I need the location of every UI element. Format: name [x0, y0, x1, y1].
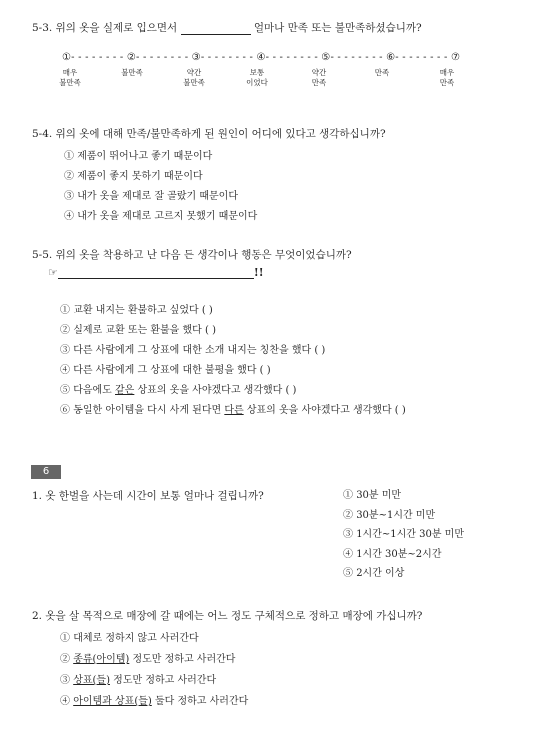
option-number[interactable]: ②: [60, 654, 74, 665]
option-number[interactable]: ④: [64, 211, 78, 222]
option-text: 동일한 아이템을 다시 사게 된다면: [73, 405, 225, 416]
answer-line-row: [48, 266, 264, 279]
option-text: 내가 옷을 제대로 고르지 못했기 때문이다: [77, 211, 258, 222]
question-5-5: 5-5. 위의 옷을 착용하고 난 다음 든 생각이나 행동은 무엇이었습니까?: [32, 249, 352, 261]
question-5-3-suffix: 얼마나 만족 또는 불만족하셨습니까?: [253, 22, 422, 34]
option-text: 정도만 정하고 사러간다: [129, 654, 236, 665]
option-number[interactable]: ①: [60, 305, 74, 316]
scale-label-line: 만족: [439, 78, 455, 87]
option-number[interactable]: ⑤: [343, 568, 357, 579]
option-item[interactable]: [64, 207, 257, 222]
option-text: 다음에도: [73, 385, 116, 396]
option-number[interactable]: ⑤: [60, 385, 74, 396]
scale-label: [297, 68, 341, 88]
option-text: 30분 미만: [356, 490, 402, 501]
option-number[interactable]: ③: [60, 345, 74, 356]
option-number[interactable]: ②: [64, 171, 78, 182]
option-text: 내가 옷을 제대로 잘 골랐기 때문이다: [77, 191, 238, 202]
option-text: 상표의 옷을 사야겠다고 생각했다 ( ): [134, 385, 297, 396]
option-number[interactable]: ④: [60, 365, 74, 376]
option-text-underlined: 다른: [224, 405, 244, 416]
option-text: 교환 내지는 환불하고 싶었다 ( ): [73, 305, 213, 316]
option-item[interactable]: [64, 147, 212, 162]
option-item[interactable]: [60, 381, 296, 396]
option-item[interactable]: [343, 525, 464, 540]
option-item[interactable]: [60, 341, 325, 356]
option-text: 2시간 이상: [356, 568, 405, 579]
option-number[interactable]: ④: [60, 696, 74, 707]
option-text: 30분~1시간 미만: [356, 509, 436, 521]
option-item[interactable]: [64, 187, 238, 202]
option-item[interactable]: [343, 545, 442, 560]
option-item[interactable]: [60, 692, 248, 707]
option-text: 다른 사람에게 그 상표에 대한 소개 내지는 칭찬을 했다 ( ): [73, 345, 326, 356]
scale-label-line: 불만족: [59, 78, 81, 87]
scale-label-line: 약간: [311, 68, 327, 77]
scale-label-line: [360, 78, 404, 88]
option-item[interactable]: [60, 321, 216, 336]
option-text: 대체로 정하지 않고 사러간다: [73, 633, 199, 644]
pointer-icon: ☞: [48, 266, 58, 279]
scale-label-line: 이었다: [246, 78, 268, 87]
option-number[interactable]: ④: [343, 548, 357, 560]
option-item[interactable]: [60, 650, 235, 665]
option-item[interactable]: [343, 506, 435, 521]
scale-label-line: 매우: [439, 68, 455, 77]
option-number[interactable]: ③: [60, 675, 74, 686]
option-number[interactable]: ②: [60, 325, 74, 336]
option-text: 제품이 뛰어나고 좋기 때문이다: [77, 151, 213, 162]
option-number[interactable]: ③: [64, 191, 78, 202]
question-5-4: 5-4. 위의 옷에 대해 만족/불만족하게 된 원인이 어디에 있다고 생각하십니까?: [32, 128, 386, 140]
option-number[interactable]: ①: [60, 633, 74, 644]
option-number[interactable]: ②: [343, 509, 357, 521]
scale-label-line: 만족: [311, 78, 327, 87]
option-number[interactable]: ①: [343, 490, 357, 501]
question-5-3: [32, 20, 422, 35]
scale-label: [172, 68, 216, 88]
question-6-2: 2. 옷을 살 목적으로 매장에 갈 때에는 어느 정도 구체적으로 정하고 매장에 가십니까?: [32, 610, 423, 622]
option-text: 상표의 옷을 사야겠다고 생각했다 ( ): [243, 405, 406, 416]
option-text-underlined: 종류(아이템): [73, 654, 130, 665]
option-text-underlined: 같은: [115, 385, 135, 396]
answer-blank[interactable]: [181, 34, 251, 35]
exclamation-marks: !!: [253, 266, 264, 279]
question-5-3-prefix: 5-3. 위의 옷을 실제로 입으면서: [32, 22, 178, 34]
option-number[interactable]: ⑥: [60, 405, 74, 416]
option-item[interactable]: [60, 301, 213, 316]
option-item[interactable]: [343, 564, 404, 579]
option-text-underlined: 상표(들): [73, 675, 110, 686]
option-text: 실제로 교환 또는 환불을 했다 ( ): [73, 325, 216, 336]
option-item[interactable]: [64, 167, 203, 182]
scale-label: [110, 68, 154, 88]
scale-label-line: 약간: [186, 68, 202, 77]
option-item[interactable]: [60, 671, 216, 686]
scale-label: [425, 68, 469, 88]
section-number: 6: [31, 465, 61, 479]
option-text: 정도만 정하고 사러간다: [109, 675, 217, 686]
option-number[interactable]: ③: [343, 529, 357, 540]
scale-label-line: 불만족: [121, 68, 143, 77]
option-item[interactable]: [343, 486, 401, 501]
scale-label: [360, 68, 404, 88]
option-text: 1시간~1시간 30분 미만: [356, 529, 464, 540]
scale-label: [48, 68, 92, 88]
rating-scale[interactable]: ①- - - - - - - - ②- - - - - - - - ③- - - - - - - - ④- - - - - - - - ⑤- - - - - - - - ⑥- - - - - - - - ⑦: [62, 52, 461, 63]
option-text: 1시간 30분~2시간: [356, 548, 442, 560]
option-text: 다른 사람에게 그 상표에 대한 불평을 했다 ( ): [73, 365, 271, 376]
option-item[interactable]: [60, 401, 406, 416]
option-item[interactable]: [60, 361, 271, 376]
question-6-1: 1. 옷 한벌을 사는데 시간이 보통 얼마나 걸립니까?: [32, 490, 264, 502]
scale-label-line: 만족: [374, 68, 390, 77]
option-text: 둘다 정하고 사러간다: [151, 696, 249, 707]
scale-label-line: 매우: [62, 68, 78, 77]
scale-label-line: 보통: [249, 68, 265, 77]
option-item[interactable]: [60, 629, 199, 644]
option-number[interactable]: ①: [64, 151, 78, 162]
scale-label: [235, 68, 279, 88]
answer-blank[interactable]: [58, 266, 254, 279]
scale-label-line: 불만족: [183, 78, 205, 87]
option-text-underlined: 아이템과 상표(들): [73, 696, 152, 707]
scale-label-line: [110, 78, 154, 88]
option-text: 제품이 좋지 못하기 때문이다: [77, 171, 203, 182]
